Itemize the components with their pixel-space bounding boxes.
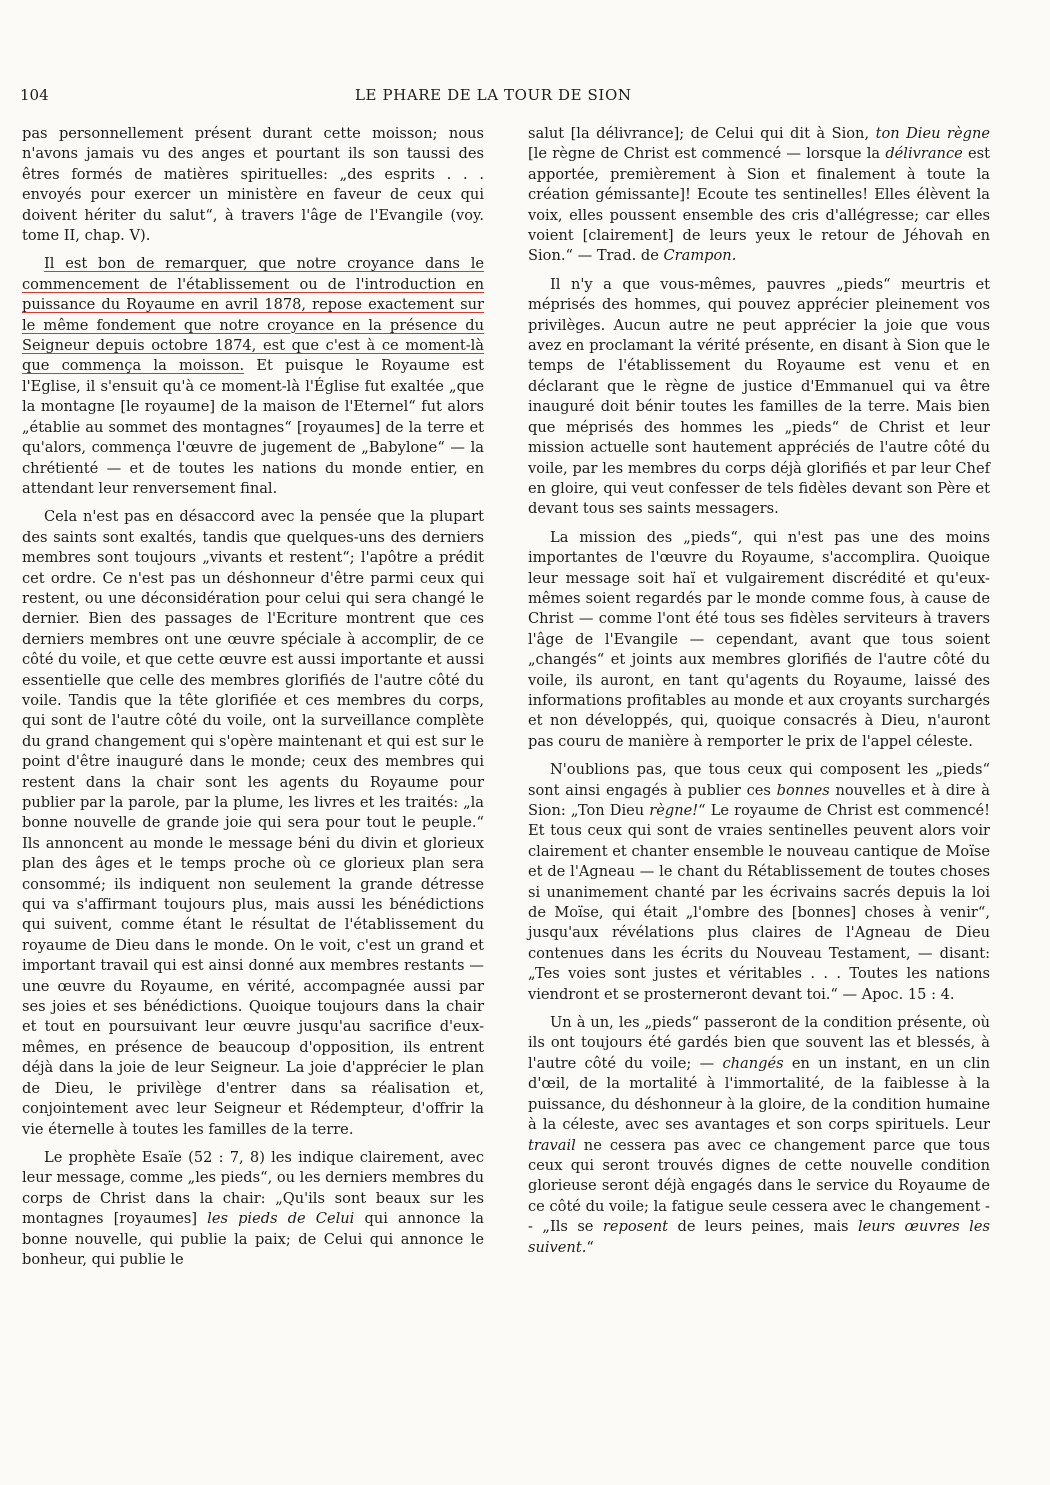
emphasis: leurs œuvres les suivent. [528, 1218, 990, 1256]
emphasis: délivrance [885, 145, 963, 163]
paragraph: Cela n'est pas en désaccord avec la pensée que la plupart des saints sont exaltés, tandis que quelques-uns des derniers membres sont toujours „vivants et restent“; l'apôtre a prédit cet ordre. Ce n'est pas un déshonneur d'être parmi ceux qui restent, ou une déconsidération pour celui qui sera changé le dernier. Bien des passages de l'Ecriture montrent que ces derniers membres ont une œuvre spéciale à accomplir, de ce côté du voile, et que cette œuvre est aussi importante et aussi essentielle que celle des membres glorifiés de l'autre côté du voile. Tandis que la tête glorifiée et ces membres du corps, qui sont de l'autre côté du voile, ont la surveillance complète du grand changement qui s'opère maintenant et qui est sur le point d'être inauguré dans le monde; ceux des membres qui restent dans la chair sont les agents du Royaume pour publier par la parole, par la plume, les livres et les traités: „la bonne nouvelle de grande joie qui sera pour tout le peuple.“ Ils annoncent au monde le message béni du divin et glorieux plan des âges et le temps proche où ce glorieux plan sera consommé; ils indiquent non seulement la grande détresse qui va s'affirmant toujours plus, mais aussi les bénédictions qui suivent, comme étant le résultat de l'établissement du royaume de Dieu dans le monde. On le voit, c'est un grand et important travail qui est ainsi donné aux membres restants — une œuvre du Royaume, en vérité, accompagnée aussi par ses joies et ses bénédictions. Quoique toujours dans la chair et tout en poursuivant leur œuvre jusqu'au sacrifice d'eux-mêmes, en présence de beaucoup d'opposition, ils entrent déjà dans la joie de leur Seigneur. La joie d'apprécier le plan de Dieu, le privilège d'entrer dans sa réalisation et, conjointement avec leur Seigneur et Rédempteur, d'offrir la vie éternelle à toutes les familles de la terre. [22, 508, 484, 1138]
emphasis: changés [722, 1054, 784, 1072]
page-number: 104 [20, 86, 49, 104]
paragraph-text: salut [la délivrance]; de Celui qui dit à Sion, [528, 125, 876, 142]
paragraph [22, 1148, 484, 1270]
paragraph-text: [le règne de Christ est commencé — lorsque la [528, 145, 886, 163]
paragraph-text: Et puisque le Royaume est l'Eglise, il s'ensuit qu'à ce moment-là l'Église fut exaltée „que la montagne [le royaume] de la maison de l'Eternel“ fut alors „établie au sommet des montagnes“ [royaumes] de la terre et qu'alors, commença l'œuvre de jugement de „Babylone“ — la chrétienté — et de toutes les nations du monde entier, en attendant leur renversement final. [22, 357, 484, 497]
paragraph [528, 760, 990, 1005]
underlined-passage: Il est bon de remarquer, que notre croyance dans le commencement de l'établissement ou de l'introduction en puissance du Royaume en avril 1878, repose exactement sur le même fondement que notre croyance en la présence du Seigneur depuis octobre 1874, est que c'est à ce moment-là que commença la moisson. [22, 255, 484, 375]
paragraph-text: est apportée, premièrement à Sion et finalement à toute la création gémissante]! Ecoute tes sentinelles! Elles élèvent la voix, elles poussent ensemble des cris d'allégresse; car elles voient [clairement] de leurs yeux le retour de Jéhovah en Sion.“ — Trad. de [528, 145, 990, 265]
paragraph-text: “ Le royaume de Christ est commencé! Et tous ceux qui sont de vraies sentinelles peuvent alors voir clairement et chanter ensemble le nouveau cantique de Moïse et de l'Agneau — le chant du Rétablissement de toutes choses si unanimement chanté par les écrivains sacrés depuis la loi de Moïse, qui était „l'ombre des [bonnes] choses à venir“, jusqu'aux révélations plus claires de l'Agneau de Dieu contenues dans les écrits du Nouveau Testament, — disant: „Tes voies sont justes et véritables . . . Toutes les nations viendront et se prosterneront devant toi.“ — Apoc. 15 : 4. [528, 802, 990, 1003]
emphasis: reposent [602, 1218, 669, 1236]
paragraph [528, 124, 990, 267]
running-title: LE PHARE DE LA TOUR DE SION [355, 86, 632, 104]
paragraph [22, 254, 484, 499]
paragraph-text: qui annonce la bonne nouvelle, qui publie la paix; de Celui qui annonce le bonheur, qui publie le [22, 1210, 484, 1268]
paragraph-text: N'oublions pas, que tous ceux qui composent les „pieds“ sont ainsi engagés à publier ces [528, 761, 990, 799]
paragraph [528, 1013, 990, 1258]
paragraph: pas personnellement présent durant cette moisson; nous n'avons jamais vu des anges et pourtant ils son taussi des êtres formés de matières spirituelles: „des esprits . . . envoyés pour exercer un ministère en faveur de ceux qui doivent hériter du salut“, à travers l'âge de l'Evangile (voy. tome II, chap. V). [22, 125, 484, 245]
emphasis: travail [528, 1136, 576, 1154]
emphasis: bonnes [776, 781, 830, 799]
paragraph: Il n'y a que vous-mêmes, pauvres „pieds“ meurtris et méprisés des hommes, qui pouvez apprécier pleinement vos privilèges. Aucun autre ne peut apprécier la joie que vous avez en proclamant la vérité présente, en disant à Sion que le temps de l'établissement du Royaume est venu et en déclarant que le règne de justice d'Emmanuel qui va être inauguré doit bénir toutes les familles de la terre. Mais bien que méprisés des hommes les „pieds“ de Christ et leur mission actuelle sont hautement appréciés de l'autre côté du voile, par les membres du corps déjà glorifiés et par leur Chef en gloire, qui veut confesser de tels fidèles devant son Père et devant tous ses saints messagers. [528, 275, 990, 518]
paragraph-text: de leurs peines, mais [668, 1218, 858, 1236]
paragraph-text: en un instant, en un clin d'œil, de la mortalité à l'immortalité, de la faiblesse à la puissance, du déshonneur à la gloire, de la condition humaine à la céleste, avec ses avantages et son corps spirituels. Leur [528, 1054, 990, 1134]
paragraph-text: “ [586, 1238, 594, 1256]
right-column [528, 124, 990, 1258]
paragraph-text: ne cessera pas avec ce changement parce que tous ceux qui seront trouvés dignes de cette nouvelle condition glorieuse seront déjà engagés dans le service du Royaume de ce côté du voile; la fatigue seule cessera avec le changement -- „Ils se [528, 1136, 990, 1236]
paragraph: La mission des „pieds“, qui n'est pas une des moins importantes de l'œuvre du Royaume, s'accomplira. Quoique leur message soit haï et vulgairement discrédité et qu'eux-mêmes soient regardés par le monde comme fous, à cause de Christ — comme l'ont été tous ses fidèles serviteurs à travers l'âge de l'Evangile — cependant, avant que tous soient „changés“ et joints aux membres glorifiés de l'autre côté du voile, ils auront, en tant qu'agents du Royaume, laissé des informations profitables au monde et aux croyants surchargés et non développés, qui, quoique consacrés à Dieu, n'auront pas couru de manière à remporter le prix de l'appel céleste. [528, 528, 990, 750]
emphasis: Crampon. [663, 247, 737, 265]
emphasis: les pieds de Celui [207, 1210, 355, 1228]
paragraph-text: Le prophète Esaïe (52 : 7, 8) les indique clairement, avec leur message, comme „les pieds“, ou les derniers membres du corps de Christ dans la chair: „Qu'ils sont beaux sur les montagnes [royaumes] [22, 1148, 485, 1228]
emphasis: ton Dieu règne [875, 125, 990, 142]
left-column [22, 124, 484, 1270]
paragraph-text: nouvelles et à dire à Sion: „Ton Dieu [528, 781, 990, 819]
paragraph-text: Un à un, les „pieds“ passeront de la condition présente, où ils ont toujours été gardés bien que souvent las et blessés, à l'autre côté du voile; — [528, 1014, 990, 1072]
emphasis: règne! [649, 802, 699, 819]
